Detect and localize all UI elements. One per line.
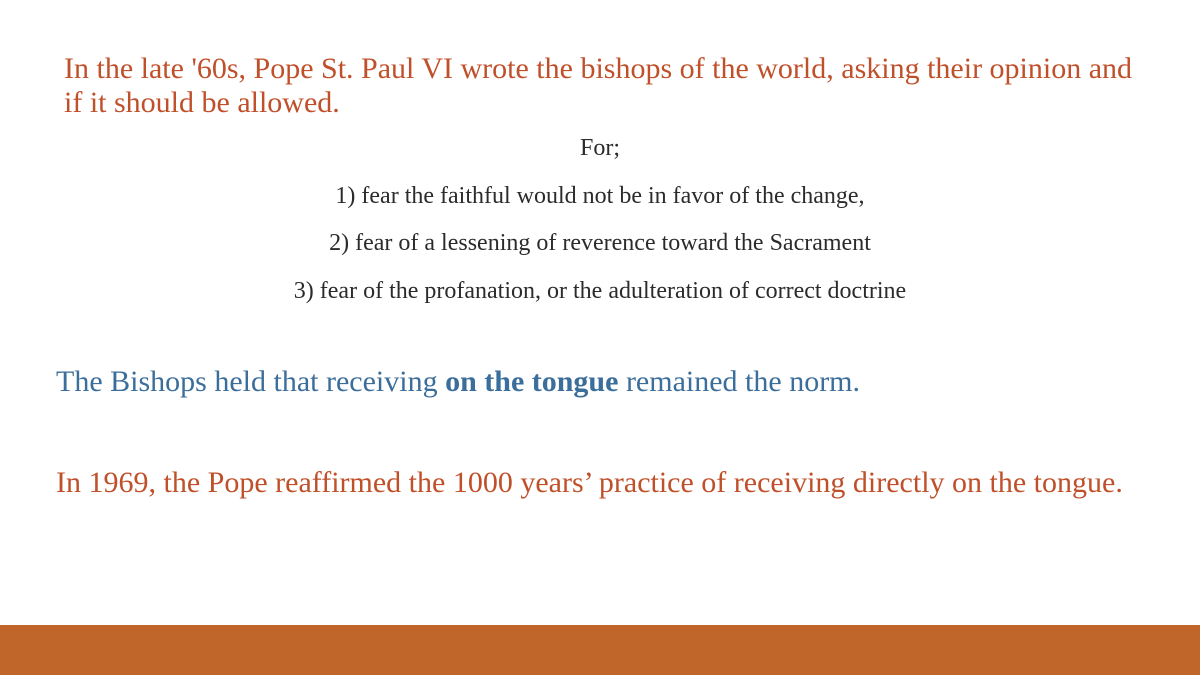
reason-item-1: 1) fear the faithful would not be in favor of the change, xyxy=(335,182,865,209)
bishops-paragraph xyxy=(56,364,1144,400)
bishops-text-before: The Bishops held that receiving xyxy=(56,364,446,398)
for-label: For; xyxy=(579,134,620,161)
bishops-text-after: remained the norm. xyxy=(618,364,861,398)
closing-paragraph: In 1969, the Pope reaffirmed the 1000 years’ practice of receiving directly on the tongue. xyxy=(56,465,1123,499)
footer-bar xyxy=(0,625,1200,675)
intro-paragraph: In the late '60s, Pope St. Paul VI wrote the bishops of the world, asking their opinion and if it should be allowed. xyxy=(64,52,1133,119)
bishops-emphasis: on the tongue xyxy=(445,364,619,398)
reason-item-3: 3) fear of the profanation, or the adulteration of correct doctrine xyxy=(293,278,907,305)
reason-item-2: 2) fear of a lessening of reverence toward the Sacrament xyxy=(329,230,871,257)
